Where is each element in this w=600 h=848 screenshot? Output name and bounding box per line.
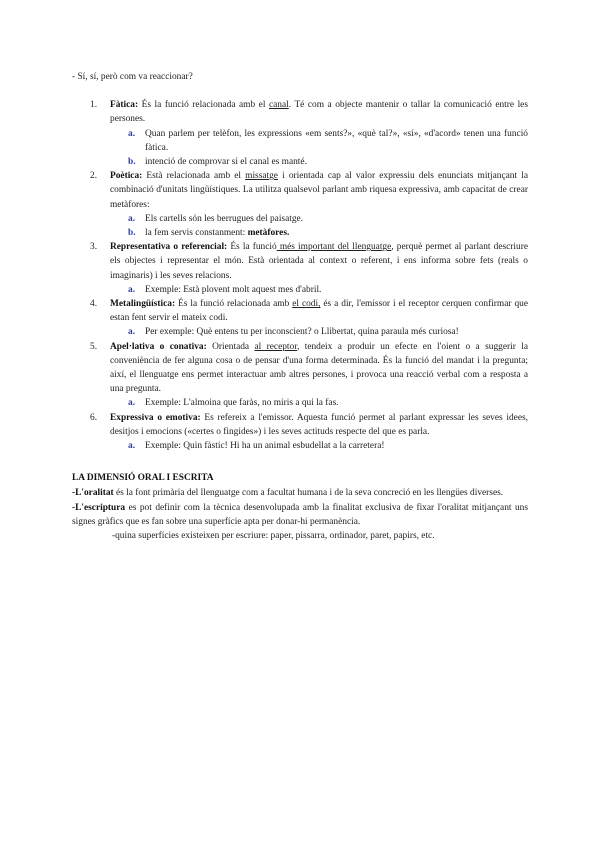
sub-letter: a. — [128, 327, 136, 338]
sub-list — [110, 127, 528, 170]
section-heading: LA DIMENSIÓ ORAL I ESCRITA — [72, 473, 214, 484]
function-name: Apel·lativa o conativa: — [110, 341, 207, 352]
function-underlined: al receptor — [254, 341, 297, 352]
item-number: 1. — [90, 100, 98, 111]
sub-letter: a. — [128, 128, 136, 139]
function-name: Representativa o referencial: — [110, 242, 228, 253]
sub-text: Els cartells són les berrugues del paisatge. — [145, 213, 304, 224]
sub-letter: a. — [128, 441, 136, 452]
sub-letter: b. — [128, 228, 136, 239]
function-name: Expressiva o emotiva: — [110, 412, 201, 423]
sub-item — [128, 226, 528, 240]
function-text: , tendeix a produir un efecte en l'oient o a suggerir la conveniència de fer alguna cosa o de pensar d'una forma determinada. És la funció del mandat i la pregunta; així, el llenguatge ens permet interactuar amb altres persones, i provoca una reacció verbal com a resposta a una pregunta. — [110, 341, 528, 395]
sub-item — [128, 127, 528, 155]
function-text: És la funció relacionada amb el — [138, 100, 269, 111]
function-text: És la funció — [227, 242, 277, 253]
sub-list — [110, 396, 528, 410]
sub-list — [110, 325, 528, 339]
sub-letter: a. — [128, 213, 136, 224]
item-number: 6. — [90, 412, 98, 423]
sub-letter: a. — [128, 398, 136, 409]
function-name: Metalingüística: — [110, 299, 176, 310]
sub-bold: metàfores. — [247, 228, 290, 239]
sub-list — [110, 439, 528, 453]
sub-item — [128, 396, 528, 410]
item-number: 4. — [90, 299, 98, 310]
written-term: -L'escriptura — [72, 502, 126, 513]
function-text: Orientada — [206, 341, 255, 352]
sub-item — [128, 325, 528, 339]
sub-text: Exemple: Està plovent molt aquest mes d'abril. — [145, 284, 322, 295]
function-text: Es refereix a l'emissor. Aquesta funció permet al parlant expressar les seves idees, desitjos i emocions («certes o fingides») i les seves actituds respecte del que es parla. — [110, 412, 529, 437]
sub-item — [128, 439, 528, 453]
written-text: es pot definir com la tècnica desenvolupada amb la finalitat exclusiva de fixar l'oralitat mitjançant uns signes gràfics que es fan sobre una superfície apta per donar-hi permanència. — [72, 502, 528, 527]
function-name: Fàtica: — [110, 100, 139, 111]
sub-text: Per exemple: Què entens tu per inconscient? o Llibertat, quina paraula més curiosa! — [145, 327, 459, 338]
function-underlined: canal — [268, 100, 289, 111]
sub-text: la fem servis constanment: — [145, 228, 248, 239]
oral-written-section — [72, 471, 528, 543]
sub-list — [110, 212, 528, 240]
function-underlined: més important del llenguatge — [276, 242, 392, 253]
document-page — [72, 70, 528, 543]
sub-item — [128, 155, 528, 169]
sub-text: intenció de comprovar si el canal es manté. — [145, 157, 307, 168]
oral-paragraph — [72, 486, 528, 500]
function-text: . Té com a objecte mantenir o tallar la comunicació entre les persones. — [110, 100, 528, 125]
sub-list — [110, 283, 528, 297]
function-underlined: el codi, — [292, 299, 321, 310]
sub-letter: b. — [128, 157, 136, 168]
function-item — [72, 240, 528, 297]
function-item — [72, 98, 528, 169]
intro-line: - Sí, sí, però com va reaccionar? — [72, 72, 193, 82]
function-text: i orientada cap al valor expressiu dels enunciats mitjançant la combinació d'unitats lingüístiques. La utilitza qualsevol parlant amb riquesa expressiva, amb capacitat de crear metàfores: — [110, 171, 528, 210]
function-item — [72, 340, 528, 411]
written-paragraph — [72, 501, 528, 529]
oral-text: és la font primària del llenguatge com a facultat humana i de la seva concreció en les llengües diverses. — [113, 488, 504, 499]
function-text: és a dir, l'emissor i el receptor cerquen confirmar que estan fent servir el mateix codi. — [110, 299, 528, 324]
sub-item — [128, 283, 528, 297]
function-text: És la funció relacionada amb — [175, 299, 293, 310]
sub-letter: a. — [128, 284, 136, 295]
function-underlined: missatge — [245, 171, 278, 182]
surfaces-line: -quina superfícies existeixen per escriure: paper, pissarra, ordinador, paret, papirs, etc. — [112, 531, 435, 542]
item-number: 3. — [90, 242, 98, 253]
item-number: 2. — [90, 171, 98, 182]
oral-term: -L'oralitat — [72, 488, 114, 499]
function-item — [72, 411, 528, 454]
function-name: Poètica: — [110, 171, 143, 182]
item-number: 5. — [90, 341, 98, 352]
sub-text: Quan parlem per telèfon, les expressions «em sents?», «què tal?», «sí», «d'acord» tenen una funció fàtica. — [145, 128, 528, 153]
function-text: , perquè permet al parlant descriure els objectes i representar el món. Està orientada al context o referent, i ens informa sobre fets (reals o imaginaris) i les seves relacions. — [110, 242, 529, 281]
function-text: Està relacionada amb el — [142, 171, 246, 182]
function-item — [72, 297, 528, 340]
function-item — [72, 169, 528, 240]
sub-text: Exemple: Quin fàstic! Hi ha un animal esbudellat a la carretera! — [145, 441, 385, 452]
sub-item — [128, 212, 528, 226]
sub-text: Exemple: L'almoina que faràs, no miris a qui la fas. — [145, 398, 339, 409]
functions-list — [72, 98, 528, 453]
